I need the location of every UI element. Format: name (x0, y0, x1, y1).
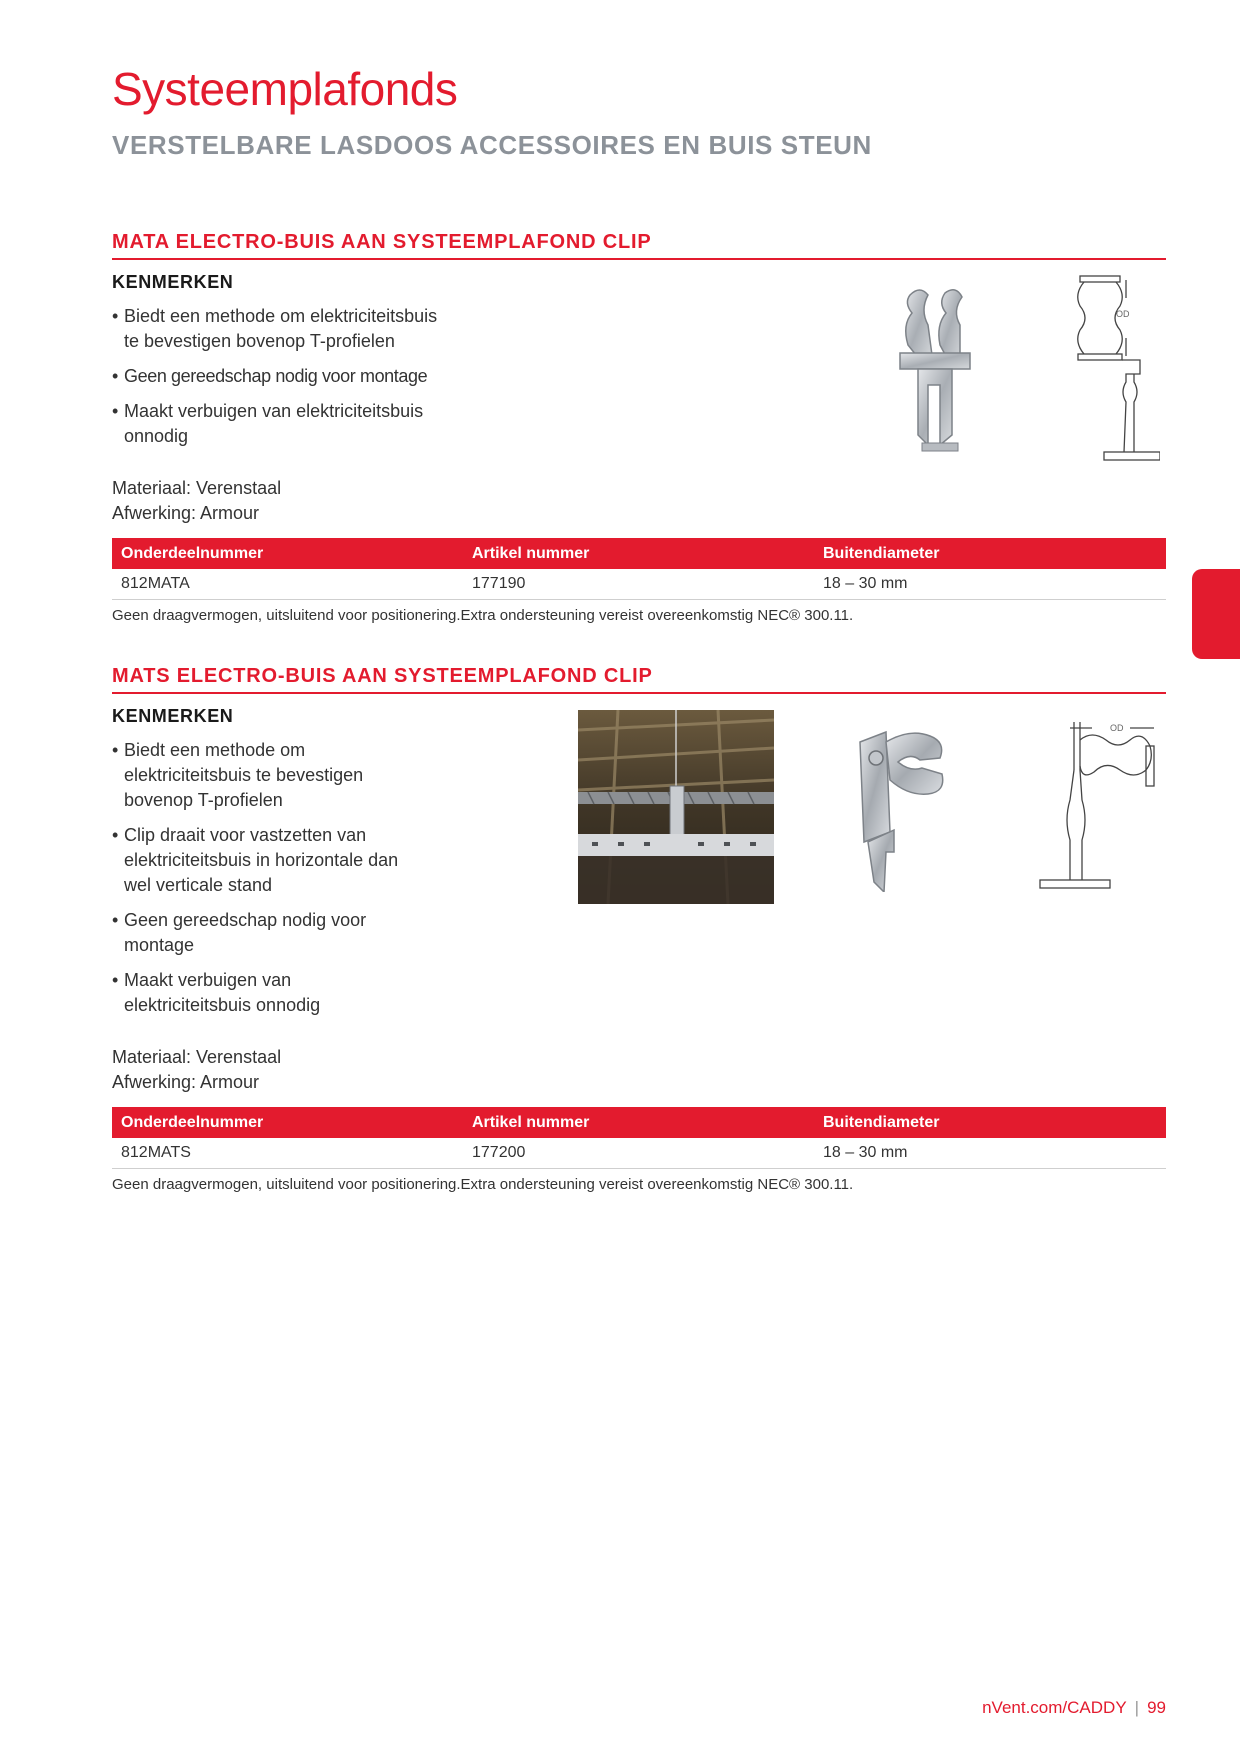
finish-spec: Afwerking: Armour (112, 503, 260, 523)
footer-site-link[interactable]: nVent.com/CADDY (982, 1698, 1127, 1717)
installation-photo (578, 710, 774, 904)
table-note: Geen draagvermogen, uitsluitend voor positionering.Extra ondersteuning vereist overeenkomstig NEC® 300.11. (112, 607, 854, 624)
chapter-tab (1192, 569, 1240, 659)
mata-drawing (1060, 272, 1160, 472)
table-cell: 812MATA (112, 569, 463, 600)
footer-separator: | (1134, 1698, 1140, 1717)
features-label: KENMERKEN (112, 706, 234, 726)
col-header: Buitendiameter (814, 538, 1166, 569)
feature-item: • Biedt een methode om elektriciteitsbuis te bevestigen bovenop T-profielen (112, 304, 452, 354)
features-label: KENMERKEN (112, 272, 234, 292)
features-list (112, 304, 452, 459)
page-subtitle: VERSTELBARE LASDOOS ACCESSOIRES EN BUIS STEUN (112, 130, 872, 160)
table-header-row (112, 1107, 1166, 1138)
table-cell: 812MATS (112, 1138, 463, 1169)
features-list (112, 738, 412, 1028)
col-header: Onderdeelnummer (112, 1107, 463, 1138)
mata-clip-image (890, 285, 990, 455)
mats-clip-image (850, 722, 960, 892)
col-header: Artikel nummer (463, 1107, 814, 1138)
od-label: OD (1110, 723, 1124, 733)
section-heading-mats: MATS ELECTRO-BUIS AAN SYSTEEMPLAFOND CLIP (112, 665, 1166, 694)
col-header: Onderdeelnummer (112, 538, 463, 569)
feature-item: • Geen gereedschap nodig voor montage (112, 908, 412, 958)
section-heading-mata: MATA ELECTRO-BUIS AAN SYSTEEMPLAFOND CLIP (112, 231, 1166, 260)
table-cell: 18 – 30 mm (814, 1138, 1166, 1169)
table-row (112, 1138, 1166, 1169)
table-cell: 177190 (463, 569, 814, 600)
mats-drawing (1030, 710, 1160, 900)
table-header-row (112, 538, 1166, 569)
page-number: 99 (1147, 1698, 1166, 1717)
table-row (112, 569, 1166, 600)
footer (982, 1698, 1166, 1718)
feature-item: • Maakt verbuigen van elektriciteitsbuis onnodig (112, 968, 412, 1018)
od-label: OD (1116, 309, 1130, 319)
material-spec: Materiaal: Verenstaal (112, 1047, 282, 1067)
material-spec: Materiaal: Verenstaal (112, 478, 282, 498)
table-cell: 177200 (463, 1138, 814, 1169)
col-header: Artikel nummer (463, 538, 814, 569)
feature-item: • Biedt een methode om elektriciteitsbuis te bevestigen bovenop T-profielen (112, 738, 412, 813)
page-title: Systeemplafonds (112, 63, 458, 115)
parts-table-mats (112, 1107, 1166, 1169)
feature-item: • Maakt verbuigen van elektriciteitsbuis onnodig (112, 399, 452, 449)
parts-table-mata (112, 538, 1166, 600)
finish-spec: Afwerking: Armour (112, 1072, 260, 1092)
table-note: Geen draagvermogen, uitsluitend voor positionering.Extra ondersteuning vereist overeenkomstig NEC® 300.11. (112, 1176, 854, 1193)
table-cell: 18 – 30 mm (814, 569, 1166, 600)
feature-item: • Clip draait voor vastzetten van elektriciteitsbuis in horizontale dan wel verticale stand (112, 823, 412, 898)
feature-item: • Geen gereedschap nodig voor montage (112, 364, 452, 389)
col-header: Buitendiameter (814, 1107, 1166, 1138)
